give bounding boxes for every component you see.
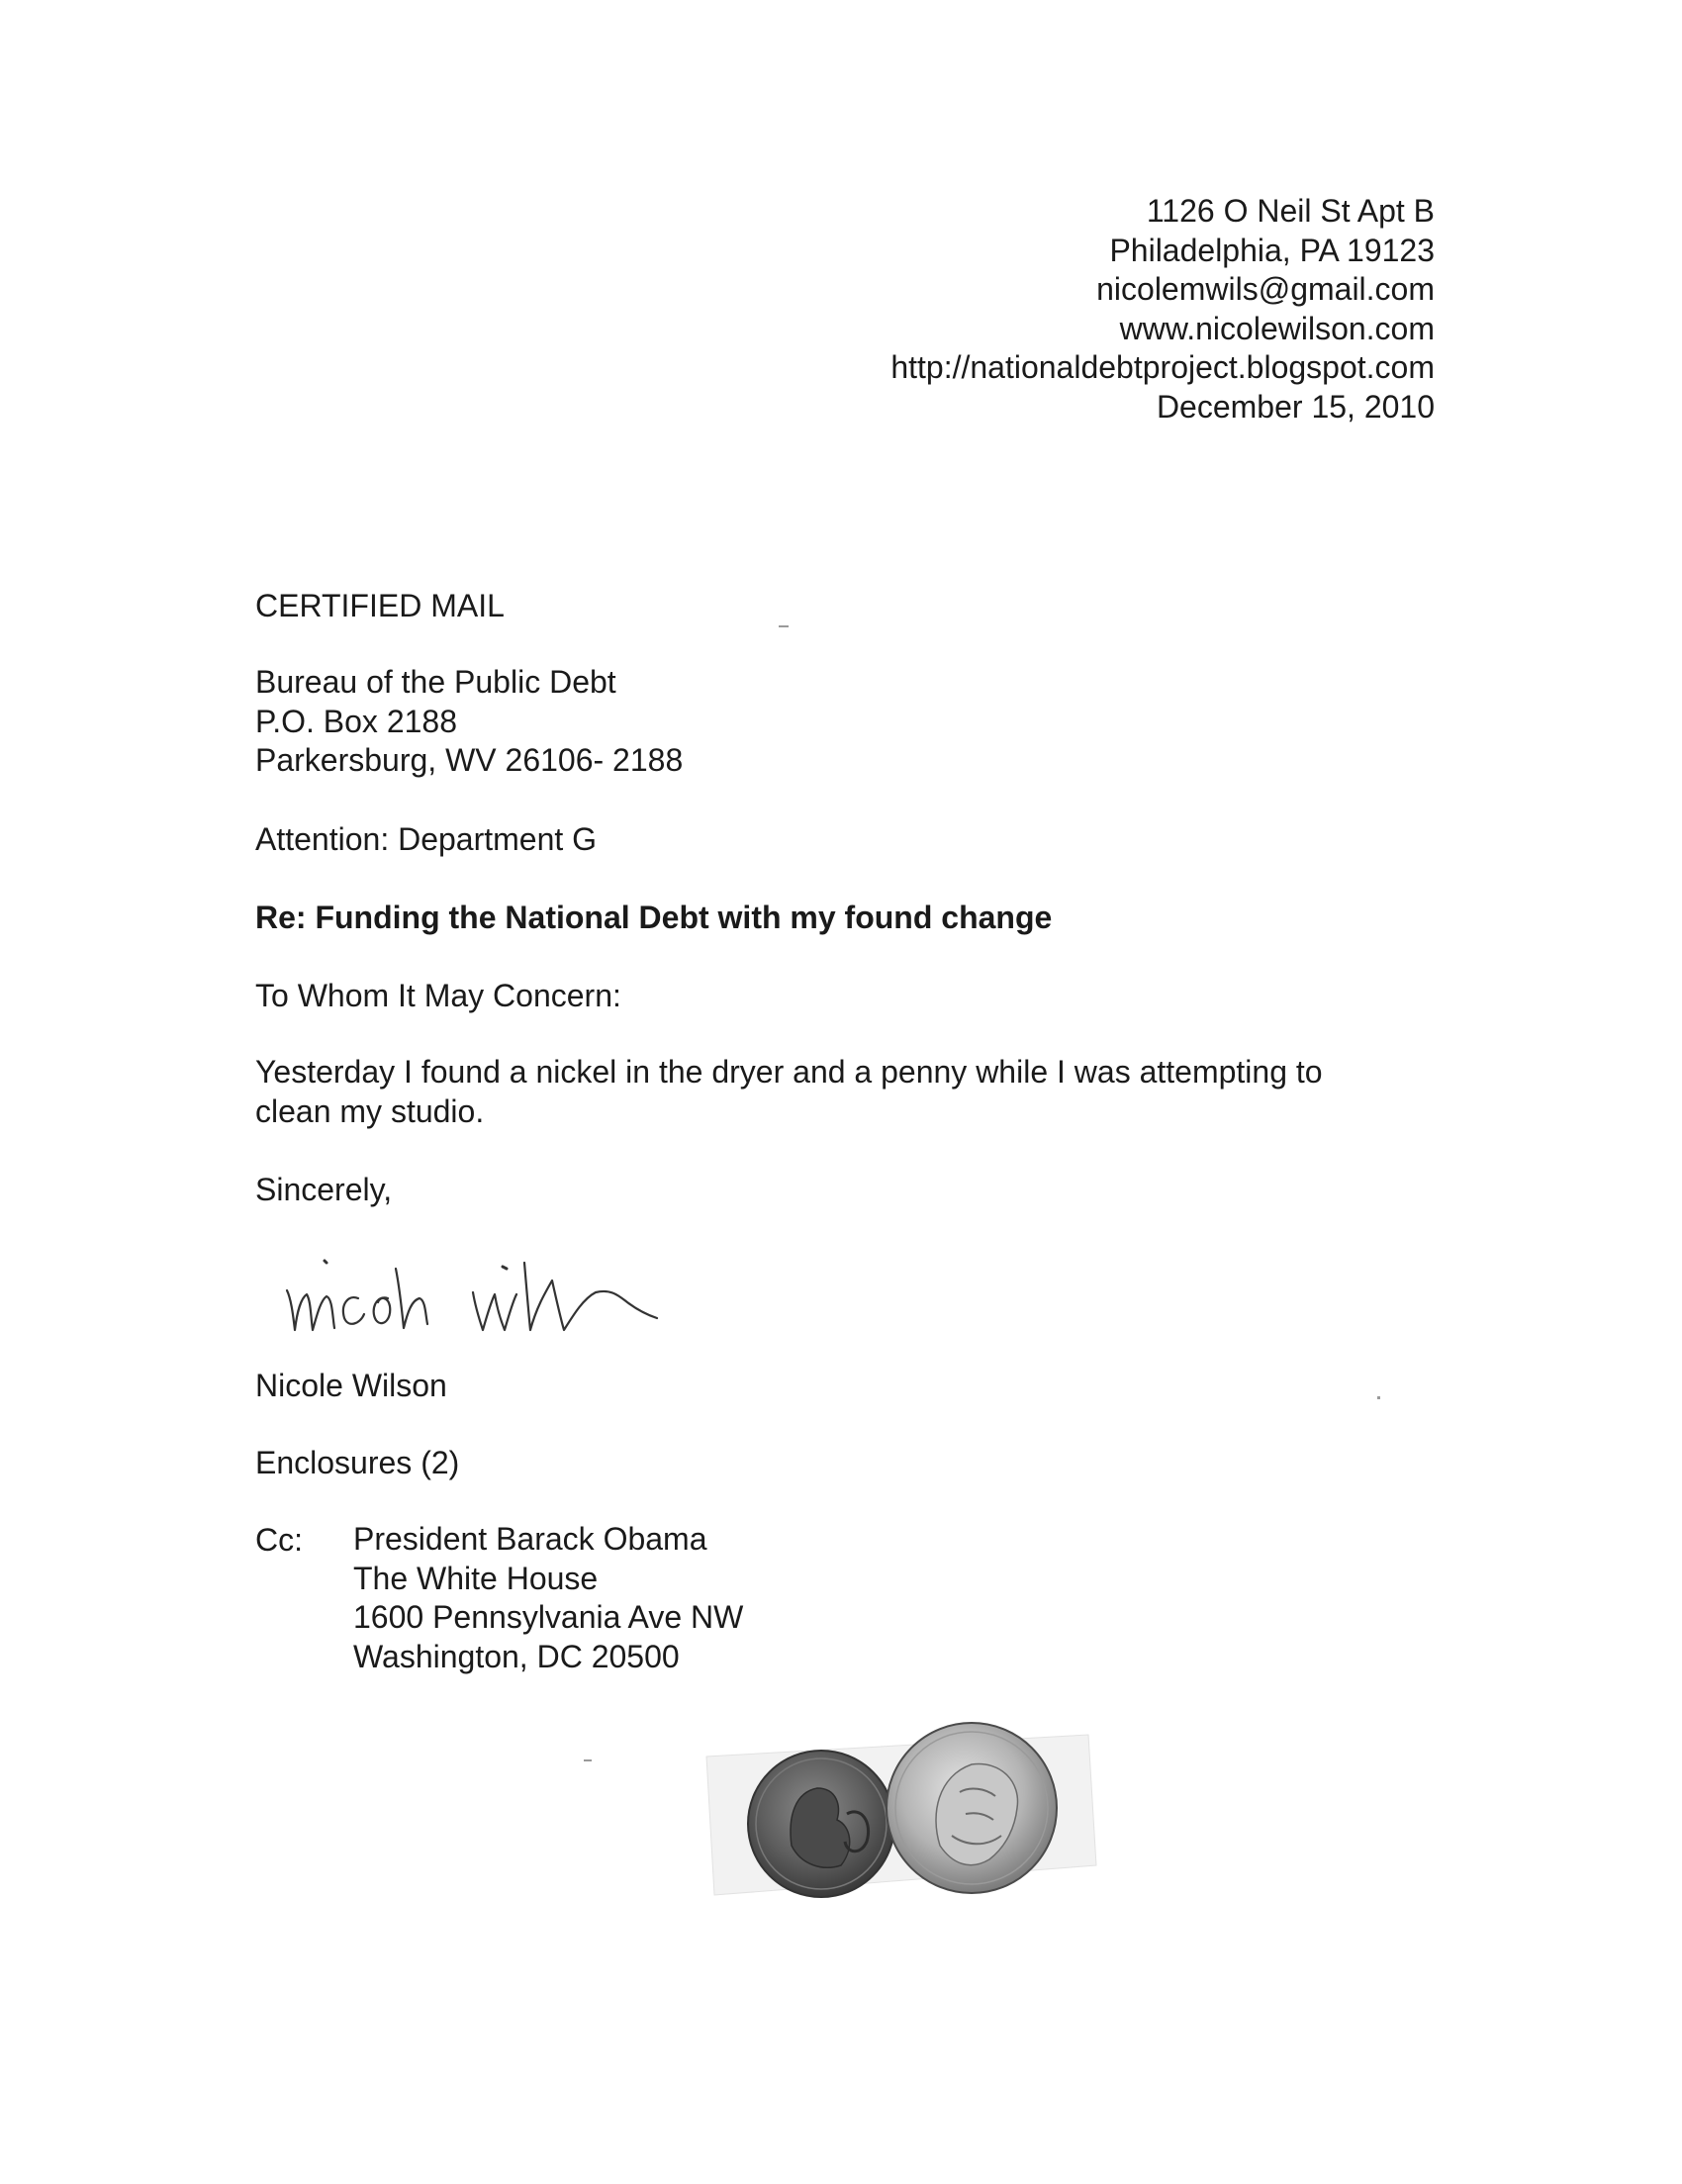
attention-line: Attention: Department G [255,821,598,857]
cc-organization: The White House [353,1560,599,1596]
sender-street: 1126 O Neil St Apt B [1146,193,1435,229]
letter-date: December 15, 2010 [1156,388,1435,425]
recipient-city: Parkersburg, WV 26106- 2188 [255,742,684,779]
sender-email: nicolemwils@gmail.com [1096,271,1435,308]
scan-speck [779,625,789,627]
taped-coins-photo [693,1697,1108,1925]
recipient-po-box: P.O. Box 2188 [255,703,457,739]
nickel-coin [887,1723,1057,1893]
sender-address-block [742,192,1435,427]
letter-body [255,1053,1323,1131]
cc-address-block [353,1520,743,1676]
recipient-name: Bureau of the Public Debt [255,664,616,700]
handwritten-signature [277,1239,693,1348]
closing: Sincerely, [255,1172,393,1207]
cc-street: 1600 Pennsylvania Ave NW [353,1599,744,1636]
body-line-1: Yesterday I found a nickel in the dryer and a penny while I was attempting to [255,1054,1323,1090]
cc-name: President Barack Obama [353,1521,707,1557]
cc-city: Washington, DC 20500 [353,1638,680,1674]
cc-label: Cc: [255,1522,303,1558]
salutation: To Whom It May Concern: [255,978,621,1013]
sender-blog: http://nationaldebtproject.blogspot.com [890,349,1435,386]
scan-speck [584,1759,592,1761]
subject-line: Re: Funding the National Debt with my found change [255,900,1053,935]
penny-coin [748,1751,894,1897]
sender-website: www.nicolewilson.com [1119,310,1435,346]
body-line-2: clean my studio. [255,1092,485,1129]
sender-city: Philadelphia, PA 19123 [1109,232,1435,268]
scan-speck [1377,1396,1380,1399]
signer-name: Nicole Wilson [255,1368,447,1403]
recipient-address-block [255,663,683,781]
mail-type: CERTIFIED MAIL [255,588,505,623]
enclosures-line: Enclosures (2) [255,1445,460,1480]
